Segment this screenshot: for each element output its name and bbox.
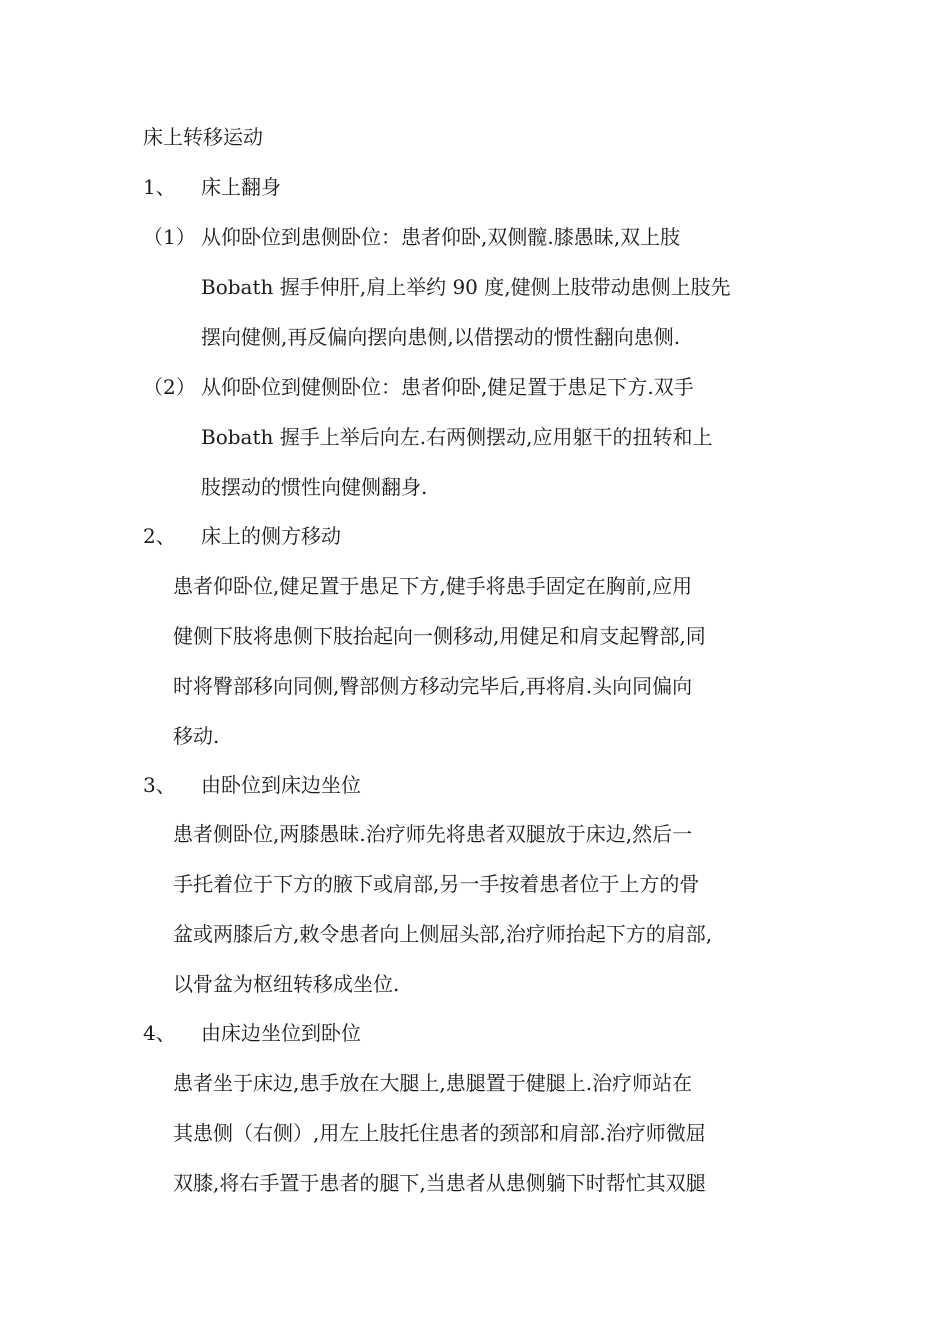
paragraph-line: 患者坐于床边,患手放在大腿上,患腿置于健腿上.治疗师站在 (173, 1071, 693, 1095)
section-heading: 由卧位到床边坐位 (201, 773, 361, 797)
paragraph-line: 其患侧（右侧）,用左上肢托住患者的颈部和肩部.治疗师微屈 (173, 1121, 706, 1145)
item-marker: （2） (143, 375, 196, 399)
paragraph-line: 患者仰卧位,健足置于患足下方,健手将患手固定在胸前,应用 (173, 574, 693, 598)
paragraph-line: 摆向健侧,再反偏向摆向患侧,以借摆动的惯性翻向患侧. (201, 325, 681, 349)
paragraph-line: 健侧下肢将患侧下肢抬起向一侧移动,用健足和肩支起臀部,同 (173, 624, 706, 648)
paragraph-line: 从仰卧位到患侧卧位：患者仰卧,双侧髋.膝愚昧,双上肢 (201, 225, 681, 249)
section-heading: 床上的侧方移动 (201, 524, 341, 548)
paragraph-line: 患者侧卧位,两膝愚昧.治疗师先将患者双腿放于床边,然后一 (173, 822, 693, 846)
section-number: 2、 (143, 524, 176, 548)
paragraph-line: 以骨盆为枢纽转移成坐位. (173, 972, 400, 996)
paragraph-line: 从仰卧位到健侧卧位：患者仰卧,健足置于患足下方.双手 (201, 375, 694, 399)
section-heading: 由床边坐位到卧位 (201, 1021, 361, 1045)
section-number: 3、 (143, 773, 176, 797)
paragraph-line: 双膝,将右手置于患者的腿下,当患者从患侧躺下时帮忙其双腿 (173, 1171, 706, 1195)
section-number: 1、 (143, 175, 176, 199)
paragraph-line: 盆或两膝后方,敕令患者向上侧屈头部,治疗师抬起下方的肩部, (173, 922, 713, 946)
paragraph-line: 移动. (173, 724, 220, 748)
paragraph-line: Bobath 握手伸肝,肩上举约 90 度,健侧上肢带动患侧上肢先 (201, 275, 731, 299)
document-title: 床上转移运动 (143, 125, 263, 149)
paragraph-line: Bobath 握手上举后向左.右两侧摆动,应用躯干的扭转和上 (201, 425, 713, 449)
section-heading: 床上翻身 (201, 175, 281, 199)
paragraph-line: 时将臀部移向同侧,臀部侧方移动完毕后,再将肩.头向同偏向 (173, 674, 693, 698)
section-number: 4、 (143, 1021, 176, 1045)
paragraph-line: 肢摆动的惯性向健侧翻身. (201, 475, 428, 499)
item-marker: （1） (143, 225, 196, 249)
paragraph-line: 手托着位于下方的腋下或肩部,另一手按着患者位于上方的骨 (173, 872, 700, 896)
